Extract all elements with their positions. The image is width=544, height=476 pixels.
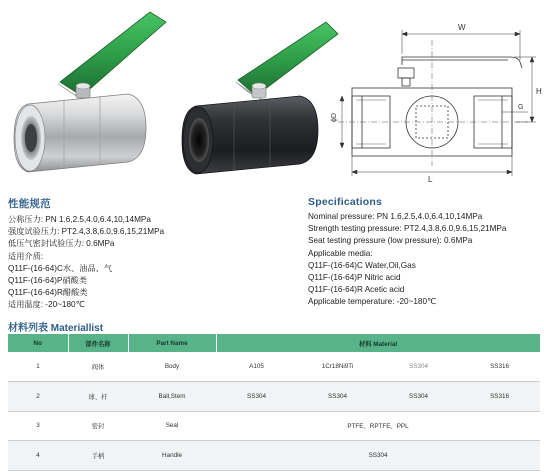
spec-line: 强度试验压力: PT2.4,3.8,6.0,9.6,15,21MPa <box>8 227 165 237</box>
spec-line: Q11F-(16-64)P硝酸类 <box>8 276 88 286</box>
green-handle <box>60 12 166 96</box>
cell-material: A105 <box>216 352 297 382</box>
table-row <box>8 352 540 382</box>
col-header-part-cn: 部件名称 <box>68 334 128 352</box>
cell-part-cn: 密封 <box>68 411 128 441</box>
dimension-g-label: G <box>518 104 524 111</box>
dimension-w-label: W <box>458 23 466 32</box>
cell-part-name: Seal <box>128 411 216 441</box>
spec-line: Q11F-(16-64)R醋酸类 <box>8 288 88 298</box>
spec-line: 适用介质: <box>8 251 44 261</box>
spec-line: 低压气密封试验压力: 0.6MPa <box>8 239 115 249</box>
dimension-d-label: ϕD <box>331 113 338 122</box>
dimension-l-label: L <box>428 175 433 184</box>
spec-line: Strength testing pressure: PT2.4,3.8,6.0,9.6,15,21MPa <box>308 224 507 234</box>
cell-material: SS304 <box>216 441 540 471</box>
specs-en-title: Specifications <box>308 196 382 208</box>
dimension-drawing <box>332 10 542 186</box>
black-ball-valve-photo <box>182 22 338 174</box>
col-header-no: No <box>8 334 68 352</box>
col-header-material: 材料 Material <box>216 334 540 352</box>
cell-part-cn: 阀体 <box>68 352 128 382</box>
table-row <box>8 441 540 471</box>
spec-line: 适用温度: -20~180℃ <box>8 300 85 310</box>
spec-line: Seat testing pressure (low pressure): 0.6MPa <box>308 236 473 246</box>
cell-part-name: Handle <box>128 441 216 471</box>
table-row <box>8 411 540 441</box>
specs-english <box>308 196 542 309</box>
spec-line: Q11F-(16-64)C Water,Oil,Gas <box>308 260 416 270</box>
table-row <box>8 382 540 412</box>
cell-material: SS316 <box>459 352 540 382</box>
cell-material: SS316 <box>459 382 540 412</box>
spec-line: Q11F-(16-64)C水、油品、气 <box>8 263 113 273</box>
col-header-part-name: Part Name <box>128 334 216 352</box>
cell-no: 3 <box>8 411 68 441</box>
spec-line: Q11F-(16-64)R Acetic acid <box>308 285 405 295</box>
cell-material: SS304 <box>216 382 297 412</box>
product-photos <box>0 0 340 190</box>
spec-line: Q11F-(16-64)P Nitric acid <box>308 273 401 283</box>
drawing-handle <box>402 57 522 68</box>
cell-part-name: Body <box>128 352 216 382</box>
specs-cn-title: 性能规范 <box>8 198 51 210</box>
specs-chinese <box>8 196 298 312</box>
cell-material: SS304 <box>297 382 378 412</box>
cell-part-cn: 球、杆 <box>68 382 128 412</box>
cell-no: 4 <box>8 441 68 471</box>
material-table <box>8 334 541 471</box>
spec-line: Applicable media: <box>308 248 373 258</box>
stainless-ball-valve-photo <box>14 12 166 172</box>
cell-material: 1Cr18Ni9Ti <box>297 352 378 382</box>
spec-line: Nominal pressure: PN 1.6,2.5,4.0,6.4,10,14MPa <box>308 212 483 221</box>
spec-line: Applicable temperature: -20~180℃ <box>308 297 437 307</box>
cell-no: 2 <box>8 382 68 412</box>
cell-material: PTFE、RPTFE、PPL <box>216 411 540 441</box>
cell-part-cn: 手柄 <box>68 441 128 471</box>
cell-part-name: Ball,Stem <box>128 382 216 412</box>
spec-line: 公称压力: PN 1.6,2.5,4.0,6.4,10,14MPa <box>8 215 151 224</box>
table-header-row <box>8 334 540 352</box>
dimension-h-label: H <box>536 87 542 96</box>
cell-material: SS304 <box>378 382 459 412</box>
material-list-title: 材料列表 Materiallist <box>8 323 104 334</box>
cell-material: SS304 <box>378 352 459 382</box>
cell-no: 1 <box>8 352 68 382</box>
